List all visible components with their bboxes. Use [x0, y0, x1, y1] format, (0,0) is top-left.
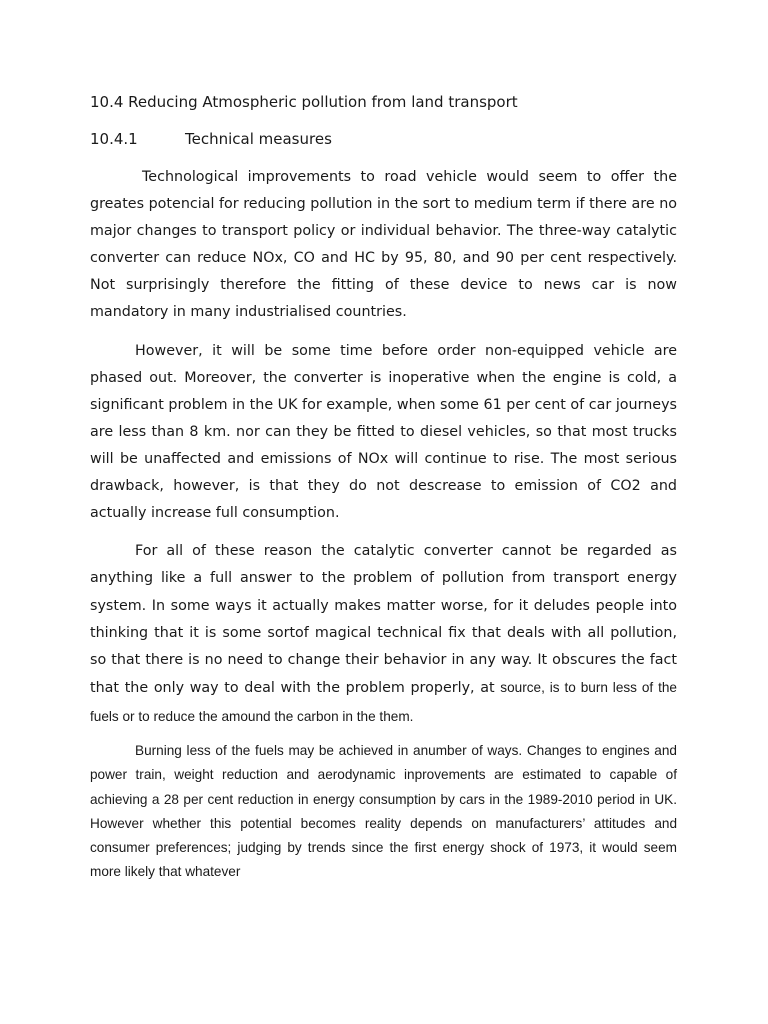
paragraph-2: However, it will be some time before order non-equipped vehicle are phased out. Moreover, the converter is inoperative when the engine is cold, a significant problem in the UK for example, when some 61 per cent of car journeys are less than 8 km. nor can they be fitted to diesel vehicles, so that most trucks will be unaffected and emissions of NOx will continue to rise. The most serious drawback, however, is that they do not descrease to emission of CO2 and actually increase full consumption. [90, 343, 677, 521]
paragraph-3-tail: source, is to burn less of the fuels or to reduce the amound the carbon in the them. [90, 680, 677, 724]
paragraph-3-main: For all of these reason the catalytic converter cannot be regarded as anything like a full answer to the problem of pollution from transport energy system. In some ways it actually makes matter worse, for it deludes people into thinking that it is some sortof magical technical fix that deals with all pollution, so that there is no need to change their behavior in any way. It obscures the fact that the only way to deal with the problem properly, at [90, 543, 677, 697]
section-heading: 10.4 Reducing Atmospheric pollution from land transport [90, 93, 518, 111]
subsection-number: 10.4.1 [90, 130, 138, 148]
subsection-heading [90, 129, 332, 149]
paragraph-1: Technological improvements to road vehicle would seem to offer the greates potencial for reducing pollution in the sort to medium term if there are no major changes to transport policy or individual behavior. The three-way catalytic converter can reduce NOx, CO and HC by 95, 80, and 90 per cent respectively. Not surprisingly therefore the fitting of these device to news car is now mandatory in many industrialised countries. [90, 169, 677, 320]
paragraph-4: Burning less of the fuels may be achieved in anumber of ways. Changes to engines and power train, weight reduction and aerodynamic inprovements are estimated to capable of achieving a 28 per cent reduction in energy consumption by cars in the 1989-2010 period in UK. However whether this potential becomes reality depends on manufacturers’ attitudes and consumer preferences; judging by trends since the first energy shock of 1973, it would seem more likely that whatever [90, 743, 677, 880]
subsection-title: Technical measures [185, 130, 332, 148]
paragraph-3 [90, 538, 677, 731]
